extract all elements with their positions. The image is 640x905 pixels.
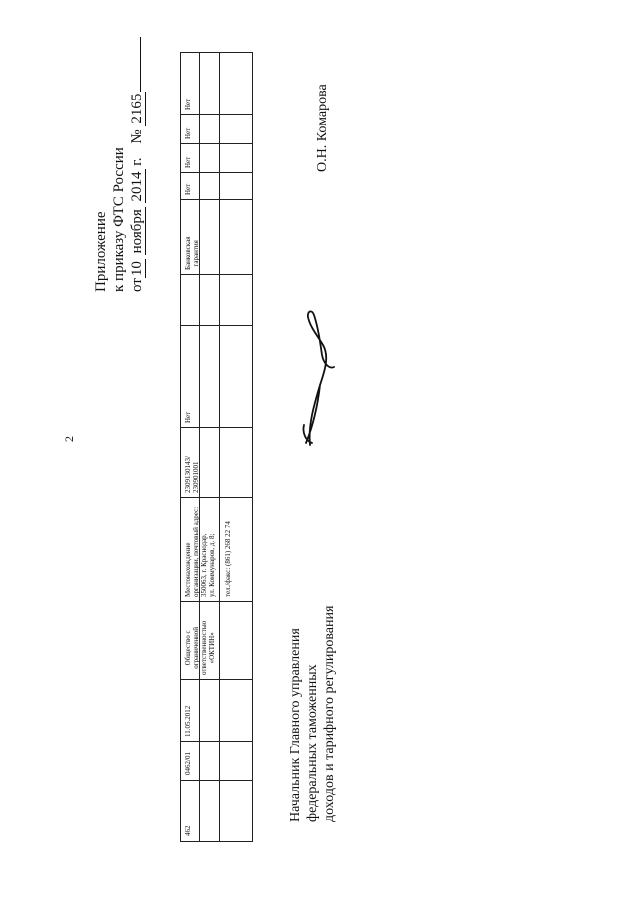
signatory-name: О.Н. Комарова <box>315 84 330 172</box>
org-line: ответственностью <box>200 620 208 675</box>
cell-col6: Нет <box>184 411 192 423</box>
date-day: 10 <box>129 261 145 277</box>
inn-kpp-line: 2309130143/ <box>184 456 192 493</box>
registry-table-frame <box>180 52 253 842</box>
position-line: Начальник Главного управления <box>288 628 303 822</box>
position-line: доходов и тарифного регулирования <box>322 605 337 822</box>
guarantee-line: Банковская <box>184 236 192 270</box>
cell-guarantee <box>184 237 200 270</box>
handwritten-signature <box>290 305 340 460</box>
cell-col11: Нет <box>184 127 192 139</box>
cell-inn-kpp <box>184 456 200 493</box>
position-line: федеральных таможенных <box>305 664 320 822</box>
cell-col12: Нет <box>184 98 192 110</box>
date-month: ноября <box>129 209 145 254</box>
page-number: 2 <box>62 436 76 442</box>
org-line: ограниченной <box>192 626 200 669</box>
address-line: 350063, г. Краснодар, <box>200 533 208 597</box>
number-sign: № <box>129 129 145 144</box>
address-line <box>216 507 224 597</box>
signatory-position <box>287 606 338 822</box>
address-line: Местонахождение <box>184 542 192 597</box>
cell-organization <box>184 621 216 675</box>
cell-number: 462 <box>184 825 192 836</box>
number-underline <box>140 37 141 92</box>
appendix-date-line <box>128 37 146 292</box>
date-prefix: от <box>129 278 145 292</box>
org-line: «ОКТИН» <box>208 632 216 664</box>
address-line: организации, почтовый адрес: <box>192 506 200 597</box>
year-suffix: г. <box>129 157 145 166</box>
guarantee-line: гарантия <box>192 240 200 267</box>
appendix-header <box>92 37 146 292</box>
address-line: тел./факс: (861) 268 22 74 <box>224 521 232 597</box>
cell-address <box>184 507 232 597</box>
cell-reg-number: 0462/01 <box>184 752 192 775</box>
inn-kpp-line: 230901001 <box>192 461 200 493</box>
appendix-order-ref: к приказу ФТС России <box>111 147 127 292</box>
appendix-title: Приложение <box>93 211 109 292</box>
cell-col9: Нет <box>184 183 192 195</box>
cell-col10: Нет <box>184 156 192 168</box>
cell-date: 11.05.2012 <box>184 705 192 737</box>
address-line: ул. Коммунаров, д. 8; <box>208 533 216 597</box>
date-year: 2014 <box>129 171 145 202</box>
org-line: Общество с <box>184 630 192 666</box>
order-number: 2165 <box>129 93 145 124</box>
